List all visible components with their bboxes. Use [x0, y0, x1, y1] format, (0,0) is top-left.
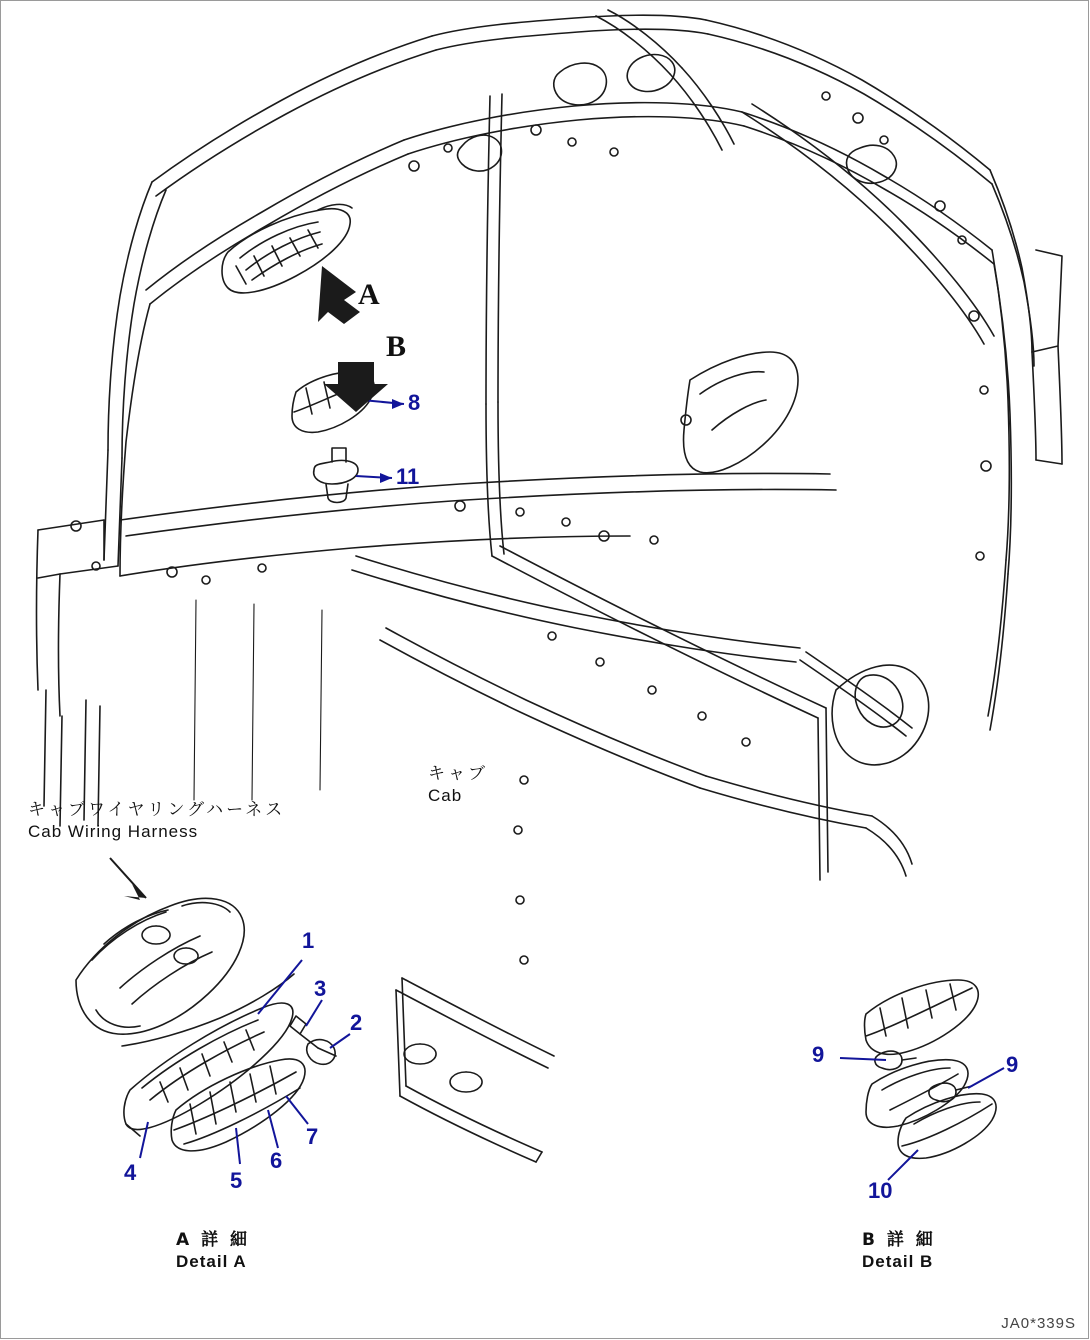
- callout-item-5: 5: [230, 1168, 243, 1193]
- section-arrow-a-letter: A: [358, 278, 380, 311]
- label-detail-a-jp: A 詳 細: [176, 1230, 250, 1250]
- callout-item-7: 7: [306, 1124, 319, 1149]
- callout-item-4: 4: [124, 1160, 137, 1185]
- callout-item-11: 11: [396, 464, 420, 489]
- label-detail-b-en: Detail B: [862, 1252, 934, 1271]
- callout-item-2: 2: [350, 1010, 363, 1035]
- label-cab-jp: キャブ: [428, 764, 488, 784]
- section-arrow-b-letter: B: [386, 330, 407, 363]
- label-detail-b-jp: B 詳 細: [862, 1230, 936, 1250]
- callout-item-3: 3: [314, 976, 327, 1001]
- label-cab-wiring-harness-en: Cab Wiring Harness: [28, 822, 199, 841]
- callout-item-10: 10: [868, 1178, 893, 1203]
- callout-item-1: 1: [302, 928, 315, 953]
- callout-item-6: 6: [270, 1148, 283, 1173]
- label-detail-a-en: Detail A: [176, 1252, 247, 1271]
- callout-item-8: 8: [408, 390, 421, 415]
- callout-item-9-upper: 9: [812, 1042, 825, 1067]
- callout-item-9-lower: 9: [1006, 1052, 1019, 1077]
- label-cab-wiring-harness-jp: キャブワイヤリングハーネス: [28, 800, 286, 820]
- drawing-number: JA0*339S: [1001, 1315, 1076, 1332]
- label-cab-en: Cab: [428, 786, 463, 805]
